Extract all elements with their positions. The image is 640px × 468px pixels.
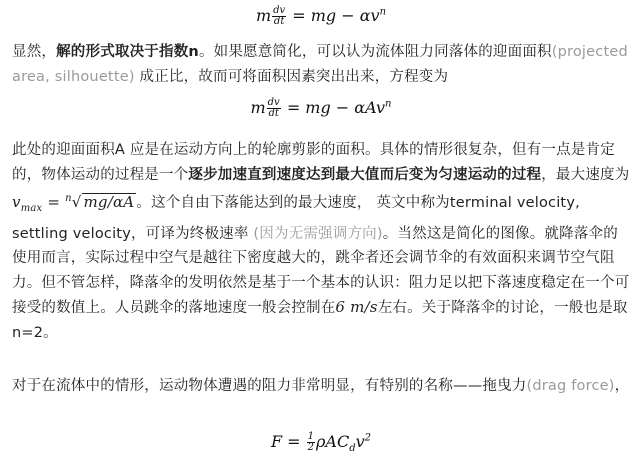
equation-drag-force xyxy=(12,432,630,464)
para2-grey-note: (因为无需强调方向) xyxy=(253,225,383,242)
eq2-rhs: = mg − αAv xyxy=(286,98,386,117)
eq1-frac-num: dv xyxy=(273,5,286,16)
para2-text-3: 。这个自由下落能达到的最大速度， 英文中称为terminal velocity, settling velocity，可译为终极速率 xyxy=(12,195,580,242)
paragraph-exponent xyxy=(12,40,630,89)
eq1-frac-den: dt xyxy=(273,16,285,27)
eq3-subscript: d xyxy=(349,443,356,455)
para2-text-4: 。当然这是简化的图像。就降落伞的使用而言，实际过程中空气是越往下密度越大的，跳伞者还会调节伞的有效面积来调节空气阻力。但不管怎样，降落伞的发明依然是基于一个基本的认识：阻力足以把下落速度稳定在一个可接受的数值上。人员跳伞的落地速度一般会控制在 xyxy=(12,225,630,316)
eq2-exponent: n xyxy=(385,98,392,110)
eq3-half xyxy=(307,432,315,453)
para2-text-5: 左右。关于降落伞的讨论，一般也是取 n=2。 xyxy=(12,300,628,341)
vmax-equals: = xyxy=(42,193,66,211)
para3-grey-note: (drag force) xyxy=(526,378,615,394)
para3-text-2: ， xyxy=(614,378,630,394)
para2-bold: 逐步加速直到速度达到最大值而后变为匀速运动的过程 xyxy=(188,166,542,183)
eq3-rhs: ρAC xyxy=(316,432,350,451)
equation-area-drag xyxy=(12,98,630,126)
eq1-rhs: = mg − αv xyxy=(292,6,380,25)
eq3-lhs: F = xyxy=(270,432,306,451)
eq1-derivative xyxy=(272,6,286,27)
eq2-derivative xyxy=(267,98,281,119)
eq2-frac-num: dv xyxy=(267,97,280,108)
eq2-frac-den: dt xyxy=(268,108,279,119)
para1-text-1: 显然， xyxy=(12,44,57,60)
eq3-exponent: 2 xyxy=(364,432,372,444)
eq3-frac-den: 2 xyxy=(307,442,315,453)
speed-number: 6 xyxy=(335,298,351,316)
para1-text-2: 。如果愿意简化，可以认为流体阻力同落体的迎面面积 xyxy=(198,44,552,60)
speed-unit: m/s xyxy=(350,298,378,316)
para1-text-3: 成正比，故而可将面积因素突出出来，方程变为 xyxy=(134,68,449,85)
eq2-mass: m xyxy=(250,98,266,117)
radical-sign: √ xyxy=(71,193,82,211)
para3-text-1: 对于在流体中的情形，运动物体遭遇的阻力非常明显，有特别的名称——拖曳力 xyxy=(12,378,527,394)
vmax-formula xyxy=(12,193,136,214)
equation-newton-drag xyxy=(12,6,630,34)
para1-grey-note: (projected area, silhouette) xyxy=(12,44,628,85)
paragraph-terminal-velocity xyxy=(12,138,630,345)
eq1-mass: m xyxy=(255,6,272,25)
root-body: mg/αA xyxy=(83,193,135,211)
eq1-exponent: n xyxy=(379,6,387,18)
landing-speed xyxy=(335,298,377,316)
vmax-symbol: v xyxy=(12,193,21,211)
para2-text-1: 此处的迎面面积A 应是在运动方向上的轮廓剪影的面积。具体的情形很复杂，但有一点是肯定的，物体运动的过程是一个 xyxy=(12,142,615,183)
eq3-velocity: v xyxy=(355,432,365,451)
para1-bold: 解的形式取决于指数n xyxy=(56,44,199,60)
paragraph-drag-force xyxy=(12,374,630,399)
root-index: n xyxy=(65,193,72,204)
vmax-subscript: max xyxy=(20,203,43,214)
para2-text-2: ，最大速度为 xyxy=(541,166,630,183)
eq3-frac-num: 1 xyxy=(307,431,315,442)
